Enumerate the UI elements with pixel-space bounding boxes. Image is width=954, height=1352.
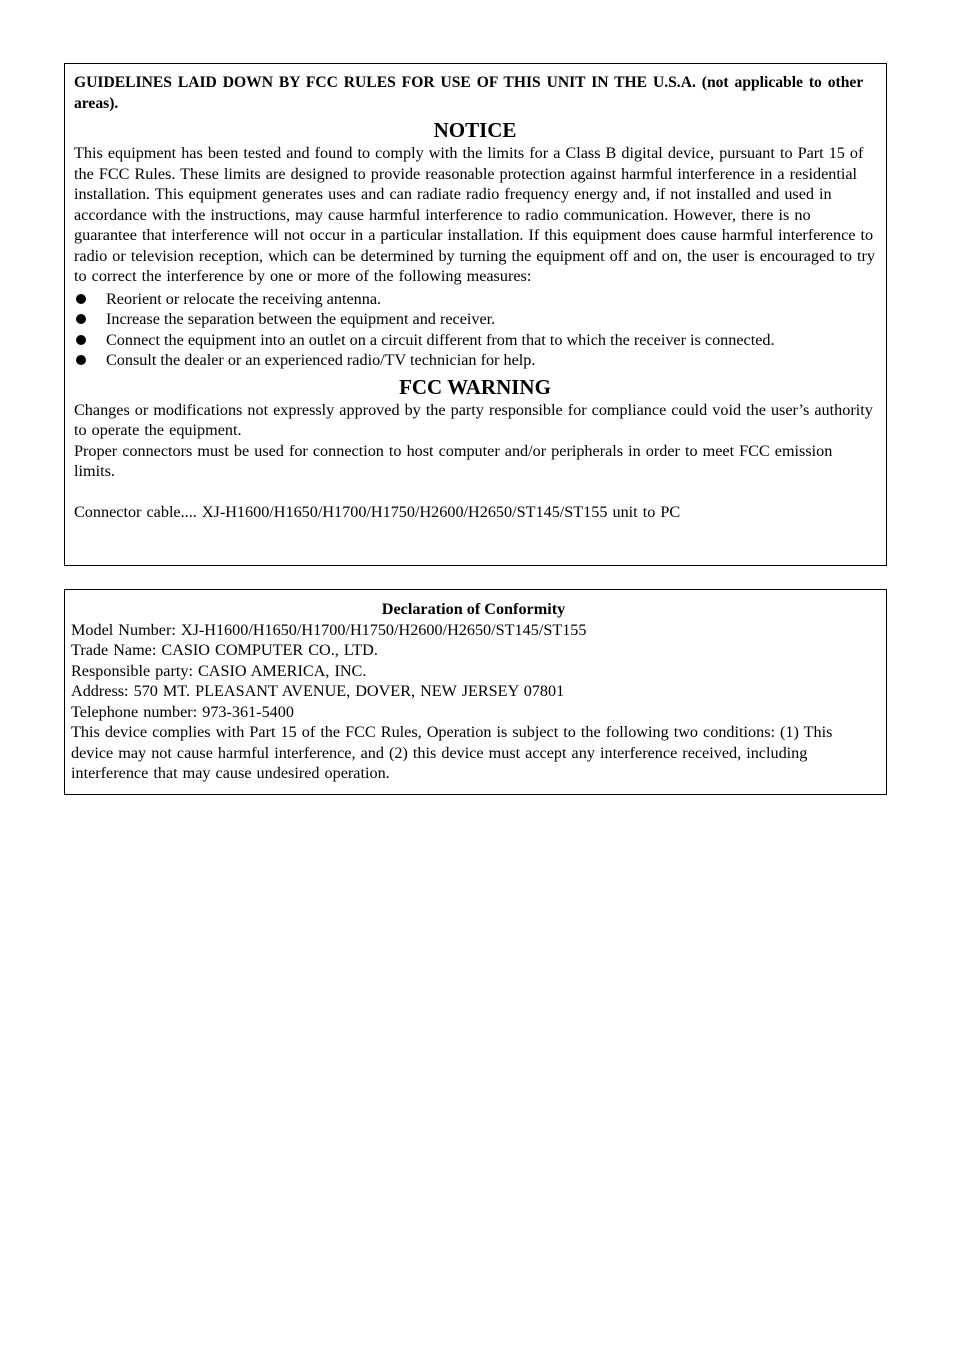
declaration-of-conformity-box [64, 589, 887, 795]
connector-cable-line: Connector cable.... XJ-H1600/H1650/H1700/H1750/H2600/H2650/ST145/ST155 unit to PC [74, 503, 681, 521]
bullet-icon [76, 314, 86, 324]
fcc-warning-title: FCC WARNING [399, 374, 551, 399]
notice-body: This equipment has been tested and found to comply with the limits for a Class B digital device, pursuant to Part 15 of the FCC Rules. These limits are designed to provide reasonable protection against harmful interference in a residential installation. This equipment generates uses and can radiate radio frequency energy and, if not installed and used in accordance with the instructions, may cause harmful interference to radio communication. However, there is no guarantee that interference will not occur in a particular installation. If this equipment does cause harmful interference to radio or television reception, which can be determined by turning the equipment off and on, the user is encouraged to try to correct the interference by one or more of the following measures: [74, 144, 875, 285]
measure-text: Consult the dealer or an experienced radio/TV technician for help. [106, 351, 536, 369]
measure-text: Reorient or relocate the receiving antenna. [106, 289, 382, 308]
trade-name-line: Trade Name: CASIO COMPUTER CO., LTD. [71, 641, 378, 659]
list-item [74, 289, 876, 310]
warning-paragraph-modifications: Changes or modifications not expressly approved by the party responsible for compliance could void the user’s authority to operate the equipment. [74, 400, 873, 439]
address-line: Address: 570 MT. PLEASANT AVENUE, DOVER, NEW JERSEY 07801 [71, 682, 565, 700]
notice-title: NOTICE [433, 118, 517, 142]
measures-list [74, 289, 876, 371]
declaration-title: Declaration of Conformity [381, 600, 566, 618]
blank-line [74, 482, 876, 503]
responsible-party-line: Responsible party: CASIO AMERICA, INC. [71, 661, 367, 680]
compliance-statement: This device complies with Part 15 of the FCC Rules, Operation is subject to the following two conditions: (1) This device may not cause harmful interference, and (2) this device must accept any interference received, including interference that may cause undesired operation. [71, 723, 833, 782]
list-item [74, 350, 876, 371]
warning-paragraph-connectors: Proper connectors must be used for connection to host computer and/or peripherals in order to meet FCC emission limits. [74, 441, 833, 480]
model-number-line: Model Number: XJ-H1600/H1650/H1700/H1750/H2600/H2650/ST145/ST155 [71, 620, 587, 639]
list-item [74, 330, 876, 351]
bullet-icon [76, 294, 86, 304]
telephone-line: Telephone number: 973-361-5400 [71, 702, 294, 721]
measure-text: Connect the equipment into an outlet on a circuit different from that to which the receiver is connected. [106, 330, 775, 349]
fcc-guidelines-box [64, 63, 887, 566]
bullet-icon [76, 355, 86, 365]
guidelines-heading: GUIDELINES LAID DOWN BY FCC RULES FOR USE OF THIS UNIT IN THE U.S.A. (not applicable to other areas). [74, 74, 863, 112]
bullet-icon [76, 335, 86, 345]
list-item [74, 309, 876, 330]
measure-text: Increase the separation between the equipment and receiver. [106, 310, 496, 328]
